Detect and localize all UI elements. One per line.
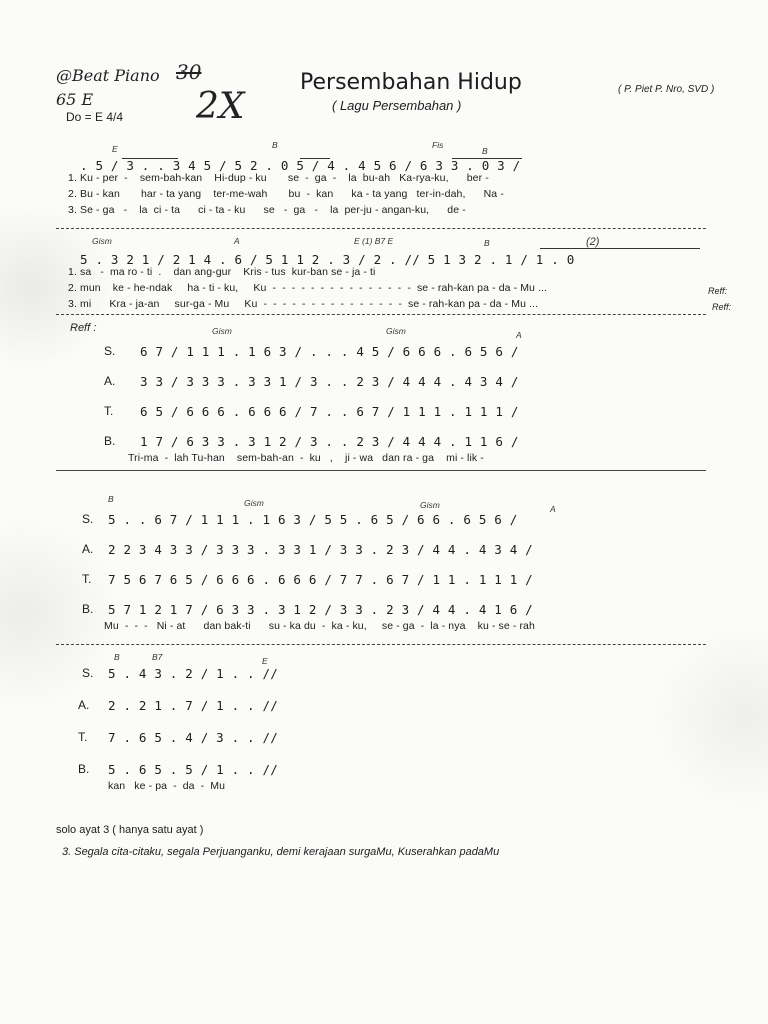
chord-label: Gism — [244, 498, 264, 508]
handwritten-note-beat-piano: @Beat Piano — [56, 66, 160, 85]
reff-marker: Reff: — [708, 286, 728, 296]
handwritten-note-repeat: 2X — [196, 86, 245, 127]
tenor-notes: 7 5 6 7 6 5 / 6 6 6 . 6 6 6 / 7 7 . 6 7 / 1 1 . 1 1 1 / — [108, 572, 533, 587]
bass-notes: 1 7 / 6 3 3 . 3 1 2 / 3 . . 2 3 / 4 4 4 . 1 1 6 / — [140, 434, 519, 449]
soprano-notes: 5 . . 6 7 / 1 1 1 . 1 6 3 / 5 5 . 6 5 / 6 6 . 6 5 6 / — [108, 512, 518, 527]
handwritten-note-tempo-key: 65 E — [56, 90, 94, 109]
alto-notes: 3 3 / 3 3 3 . 3 3 1 / 3 . . 2 3 / 4 4 4 . 4 3 4 / — [140, 374, 519, 389]
key-signature: Do = E 4/4 — [66, 110, 124, 124]
reff-marker: Reff: — [712, 302, 732, 312]
melody-notes-line: 5 . 3 2 1 / 2 1 4 . 6 / 5 1 1 2 . 3 / 2 . // 5 1 3 2 . 1 / 1 . 0 — [80, 252, 575, 267]
chord-label: Gism — [420, 500, 440, 510]
voice-part-label: A. — [82, 542, 94, 556]
lyric-reff: Tri-ma - lah Tu-han sem-bah-an - ku , ji - wa dan ra - ga mi - lik - — [128, 452, 484, 464]
section-divider — [56, 644, 706, 645]
voice-part-label: A. — [104, 374, 116, 388]
chord-label: Gism — [92, 236, 112, 246]
melody-notes-line: . 5 / 3 . . 3 4 5 / 5 2 . 0 5 / 4 . 4 5 6 / 6 3 3 . 0 3 / — [80, 158, 521, 173]
chord-label: B — [482, 146, 488, 156]
voice-part-label: T. — [78, 730, 88, 744]
chord-label: A — [234, 236, 240, 246]
chord-label: B — [484, 238, 490, 248]
reff-label: Reff : — [70, 322, 97, 334]
solo-verse-text: 3. Segala cita-citaku, segala Perjuanganku, demi kerajaan surgaMu, Kuserahkan padaMu — [62, 846, 500, 858]
lyric-system-5: kan ke - pa - da - Mu — [108, 780, 226, 792]
tenor-notes: 6 5 / 6 6 6 . 6 6 6 / 7 . . 6 7 / 1 1 1 . 1 1 1 / — [140, 404, 519, 419]
song-title: Persembahan Hidup — [300, 70, 522, 95]
section-divider — [56, 470, 706, 471]
chord-label: (2) — [586, 236, 600, 248]
chord-label: E — [112, 144, 118, 154]
voice-part-label: S. — [82, 666, 94, 680]
lyric-verse-3: 3. Se - ga - la ci - ta ci - ta - ku se - ga - la per-ju - angan-ku, de - — [68, 204, 466, 216]
bass-notes: 5 . 6 5 . 5 / 1 . . // — [108, 762, 278, 777]
chord-label: B — [272, 140, 278, 150]
chord-label: E (1) B7 E — [354, 236, 394, 246]
lyric-verse-2: 2. Bu - kan har - ta yang ter-me-wah bu - kan ka - ta yang ter-in-dah, Na - — [68, 188, 504, 200]
section-divider — [56, 314, 706, 315]
chord-label: B7 — [152, 652, 163, 662]
bass-notes: 5 7 1 2 1 7 / 6 3 3 . 3 1 2 / 3 3 . 2 3 / 4 4 . 4 1 6 / — [108, 602, 533, 617]
composer-credit: ( P. Piet P. Nro, SVD ) — [618, 84, 715, 95]
soprano-notes: 5 . 4 3 . 2 / 1 . . // — [108, 666, 278, 681]
section-divider — [56, 228, 706, 229]
voice-part-label: T. — [104, 404, 114, 418]
solo-heading: solo ayat 3 ( hanya satu ayat ) — [56, 824, 204, 836]
soprano-notes: 6 7 / 1 1 1 . 1 6 3 / . . . 4 5 / 6 6 6 . 6 5 6 / — [140, 344, 519, 359]
voice-part-label: T. — [82, 572, 92, 586]
lyric-verse-2: 2. mun ke - he-ndak ha - ti - ku, Ku - - - - - - - - - - - - - - - se - rah-kan pa - da - Mu ... — [68, 282, 548, 294]
chord-label: Gism — [386, 326, 406, 336]
voice-part-label: B. — [82, 602, 94, 616]
tenor-notes: 7 . 6 5 . 4 / 3 . . // — [108, 730, 278, 745]
chord-label: A — [516, 330, 522, 340]
voice-part-label: S. — [104, 344, 116, 358]
second-ending-bracket — [540, 248, 700, 249]
chord-label: Fis — [432, 140, 444, 150]
lyric-system-4: Mu - - - Ni - at dan bak-ti su - ka du - ka - ku, se - ga - la - nya ku - se - rah — [104, 620, 535, 632]
handwritten-note-crossed: 30 — [176, 60, 202, 84]
voice-part-label: S. — [82, 512, 94, 526]
alto-notes: 2 . 2 1 . 7 / 1 . . // — [108, 698, 278, 713]
voice-part-label: B. — [78, 762, 90, 776]
chord-label: Gism — [212, 326, 232, 336]
alto-notes: 2 2 3 4 3 3 / 3 3 3 . 3 3 1 / 3 3 . 2 3 / 4 4 . 4 3 4 / — [108, 542, 533, 557]
lyric-verse-1: 1. Ku - per - sem-bah-kan Hi-dup - ku se - ga - la bu-ah Ka-rya-ku, ber - — [68, 172, 489, 184]
lyric-verse-1: 1. sa - ma ro - ti . dan ang-gur Kris - tus kur-ban se - ja - ti — [68, 266, 376, 278]
voice-part-label: A. — [78, 698, 90, 712]
song-subtitle: ( Lagu Persembahan ) — [332, 98, 462, 113]
chord-label: E — [262, 656, 268, 666]
chord-label: B — [114, 652, 120, 662]
voice-part-label: B. — [104, 434, 116, 448]
chord-label: B — [108, 494, 114, 504]
lyric-verse-3: 3. mi Kra - ja-an sur-ga - Mu Ku - - - - - - - - - - - - - - - se - rah-kan pa - da - Mu ... — [68, 298, 539, 310]
chord-label: A — [550, 504, 556, 514]
